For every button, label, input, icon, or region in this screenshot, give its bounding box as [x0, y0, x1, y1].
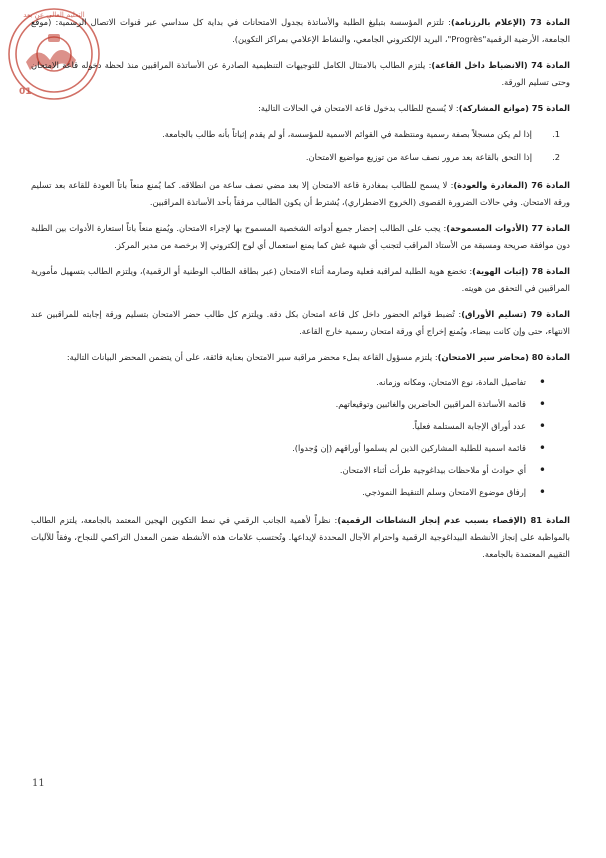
article-75-title: المادة 75 (موانع المشاركة)	[458, 103, 570, 113]
article-76	[31, 177, 570, 211]
article-75-item	[31, 149, 570, 166]
article-78-body: : تخضع هوية الطلبة لمراقبة فعلية وصارمة أثناء الامتحان (عبر بطاقة الطالب الوطنية أو الرقمية)، ويلتزم الطالب بتسهيل مأمورية المراقبين في التحقق من هويته.	[31, 266, 570, 293]
article-80	[31, 349, 570, 366]
article-76-body: : لا يسمح للطالب بمغادرة قاعة الامتحان إلا بعد مضي نصف ساعة من انطلاقه. كما يُمنع منعاً باتاً العودة للقاعة بعد تسليم ورقة الامتحان. وفي حالات الضرورة القصوى (الخروج الاضطراري)، يُشترط أن يكون الطالب مرفقاً بأحد الأساتذة المراقبين.	[31, 180, 570, 207]
article-77	[31, 220, 570, 254]
article-74-title: المادة 74 (الانضباط داخل القاعة)	[431, 60, 571, 70]
list-item: • إرفاق موضوع الامتحان وسلم التنقيط النموذجي.	[31, 485, 570, 500]
item-number: 2.	[552, 152, 560, 162]
article-73-body: : تلتزم المؤسسة بتبليغ الطلبة والأساتذة بجدول الامتحانات في بداية كل سداسي عبر قنوات الاتصال الرسمية: (موقع الجامعة، الأرضية الرقمية"Progrès"، البريد الإلكتروني الجامعي، والنشاط الإعلامي بمراكز التكوين).	[31, 17, 570, 44]
stamp-text: التعليم العالي عن بعد	[23, 11, 85, 19]
article-75-body: : لا يُسمح للطالب بدخول قاعة الامتحان في الحالات التالية:	[258, 103, 459, 113]
article-78-title: المادة 78 (إثبات الهوية)	[472, 266, 570, 276]
article-73-title: المادة 73 (الإعلام بالرزنامة)	[450, 17, 570, 27]
stamp-number: 01	[19, 87, 32, 97]
page-number: 11	[32, 778, 45, 789]
item-text: إذا لم يكن مسجلاً بصفة رسمية ومنتظمة في القوائم الاسمية للمؤسسة، أو لم يقدم إثباتاً بأنه طالب بالجامعة.	[162, 129, 532, 139]
article-78	[31, 263, 570, 297]
article-75-item	[31, 126, 570, 143]
article-80-list	[31, 375, 570, 500]
article-80-body: : يلتزم مسؤول القاعة بملء محضر مراقبة سير الامتحان بعناية فائقة، على أن يتضمن المحضر البيانات التالية:	[66, 352, 438, 362]
article-81	[31, 512, 570, 563]
article-73	[31, 14, 570, 48]
articles-content	[31, 14, 570, 572]
article-77-body: : يجب على الطالب إحضار جميع أدواته الشخصية المسموح بها لإجراء الامتحان. ويُمنع منعاً باتاً استعارة الأدوات بين الطلبة دون موافقة صريحة ومسبقة من الأستاذ المراقب لتجنب أي شبهة غش كما يمنع استعمال أي لوح إلكتروني إلا برخصة من مدير المركز.	[31, 223, 570, 250]
article-80-title: المادة 80 (محاضر سير الامتحان)	[437, 352, 570, 362]
article-79-body: : تُضبط قوائم الحضور داخل كل قاعة امتحان بكل دقة. ويلتزم كل طالب حضر الامتحان بتسليم ورقة إجابته للمراقبين عند الانتهاء، حتى وإن كانت بيضاء، ويُمنع إخراج أي ورقة امتحان رسمية خارج القاعة.	[31, 309, 570, 336]
article-81-title: المادة 81 (الإقصاء بسبب عدم إنجاز النشاطات الرقمية)	[337, 515, 570, 525]
list-item: • عدد أوراق الإجابة المستلمة فعلياً.	[31, 419, 570, 434]
list-item: • تفاصيل المادة، نوع الامتحان، ومكانه وزمانه.	[31, 375, 570, 390]
list-item: • أي حوادث أو ملاحظات بيداغوجية طرأت أثناء الامتحان.	[31, 463, 570, 478]
item-number: 1.	[552, 129, 560, 139]
item-text: إذا التحق بالقاعة بعد مرور نصف ساعة من توزيع مواضيع الامتحان.	[305, 152, 532, 162]
article-79-title: المادة 79 (تسليم الأوراق)	[461, 309, 571, 319]
list-item: • قائمة الأساتذة المراقبين الحاضرين والغائبين وتوقيعاتهم.	[31, 397, 570, 412]
article-81-body: : نظراً لأهمية الجانب الرقمي في نمط التكوين الهجين المعتمد بالجامعة، يلتزم الطالب بالمواظبة على إنجاز الأنشطة البيداغوجية الرقمية واحترام الآجال المحددة لإيداعها. وتُحتسب علامات هذه الأنشطة ضمن المعدل التراكمي للنجاح، وفقاً للآليات التقييم المعتمدة بالجامعة.	[31, 515, 570, 559]
article-77-title: المادة 77 (الأدوات المسموحة)	[446, 223, 570, 233]
article-76-title: المادة 76 (المغادرة والعودة)	[453, 180, 570, 190]
article-79	[31, 306, 570, 340]
article-74	[31, 57, 570, 91]
list-item: • قائمة اسمية للطلبة المشاركين الذين لم يسلموا أوراقهم (إن وُجدوا).	[31, 441, 570, 456]
article-75	[31, 100, 570, 117]
article-74-body: : يلتزم الطالب بالامتثال الكامل للتوجيهات التنظيمية الصادرة عن الأساتذة المراقبين منذ لحظة دخوله قاعة الامتحان وحتى تسليم الورقة.	[31, 60, 570, 87]
